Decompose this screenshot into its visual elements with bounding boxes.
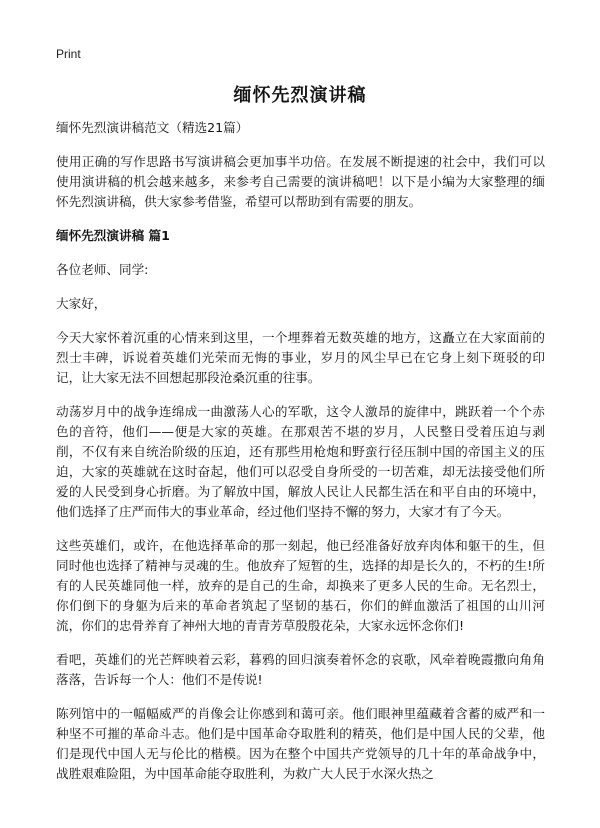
intro-paragraph: 使用正确的写作思路书写演讲稿会更加事半功倍。在发展不断提速的社会中，我们可以使用演讲稿的机会越来越多，来参考自己需要的演讲稿吧！以下是小编为大家整理的缅怀先烈演讲稿，供大家参考借鉴，希望可以帮助到有需要的朋友。: [56, 154, 545, 209]
paragraph: 陈列馆中的一幅幅威严的肖像会让你感到和蔼可亲。他们眼神里蕴藏着含蓄的威严和一种坚不可摧的革命斗志。他们是中国革命夺取胜利的精英，他们是中国人民的父辈，他们是现代中国人无与伦比的楷模。因为在整个中国共产党领导的几十年的革命战争中，战胜艰难险阻，为中国革命能夺取胜利，为救广大人民于水深火热之: [56, 706, 545, 781]
page-title: 缅怀先烈演讲稿: [233, 85, 367, 106]
paragraph: 动荡岁月中的战争连绵成一曲激荡人心的军歌，这令人激昂的旋律中，跳跃着一个个赤色的音符，他们——便是大家的英雄。在那艰苦不堪的岁月，人民整日受着压迫与剥削，不仅有来自统治阶级的压迫，还有那些用枪炮和野蛮行径压制中国的帝国主义的压迫，大家的英雄就在这时奋起，他们可以忍受自身所受的一切苦难，却无法接受他们所爱的人民受到身心折磨。为了解放中国，解放人民让人民都生活在和平自由的环境中，他们选择了庄严而伟大的事业革命，经过他们坚持不懈的努力，大家才有了今天。: [56, 404, 545, 519]
document-subtitle: 缅怀先烈演讲稿范文（精选21篇）: [56, 120, 249, 135]
paragraph: 看吧，英雄们的光芒辉映着云彩，暮鸦的回归演奏着怀念的哀歌，风牵着晚霞撒向角角落落，告诉每一个人：他们不是传说!: [56, 652, 545, 687]
print-label: Print: [56, 47, 81, 61]
paragraph: 这些英雄们，或许，在他选择革命的那一刻起，他已经准备好放弃肉体和躯干的生，但同时他也选择了精神与灵魂的生。他放弃了短暂的生，选择的却是长久的，不朽的生!所有的人民英雄同他一样，放弃的是自己的生命，却换来了更多人民的生命。无名烈士，你们倒下的身躯为后来的革命者筑起了坚韧的基石，你们的鲜血激活了祖国的山川河流，你们的忠骨养育了神州大地的青青芳草殷殷花朵，大家永远怀念你们!: [56, 538, 545, 633]
paragraph: 今天大家怀着沉重的心情来到这里，一个埋葬着无数英雄的地方，这矗立在大家面前的烈士丰碑，诉说着英雄们光荣而无悔的事业，岁月的风尘早已在它身上刻下斑驳的印记，让大家无法不回想起那段沧桑沉重的往事。: [56, 330, 545, 385]
paragraph-greeting-audience: 各位老师、同学:: [56, 262, 149, 277]
paragraph-greeting: 大家好，: [56, 296, 107, 311]
section-heading: 缅怀先烈演讲稿 篇1: [56, 228, 170, 243]
document-body: [56, 118, 545, 798]
